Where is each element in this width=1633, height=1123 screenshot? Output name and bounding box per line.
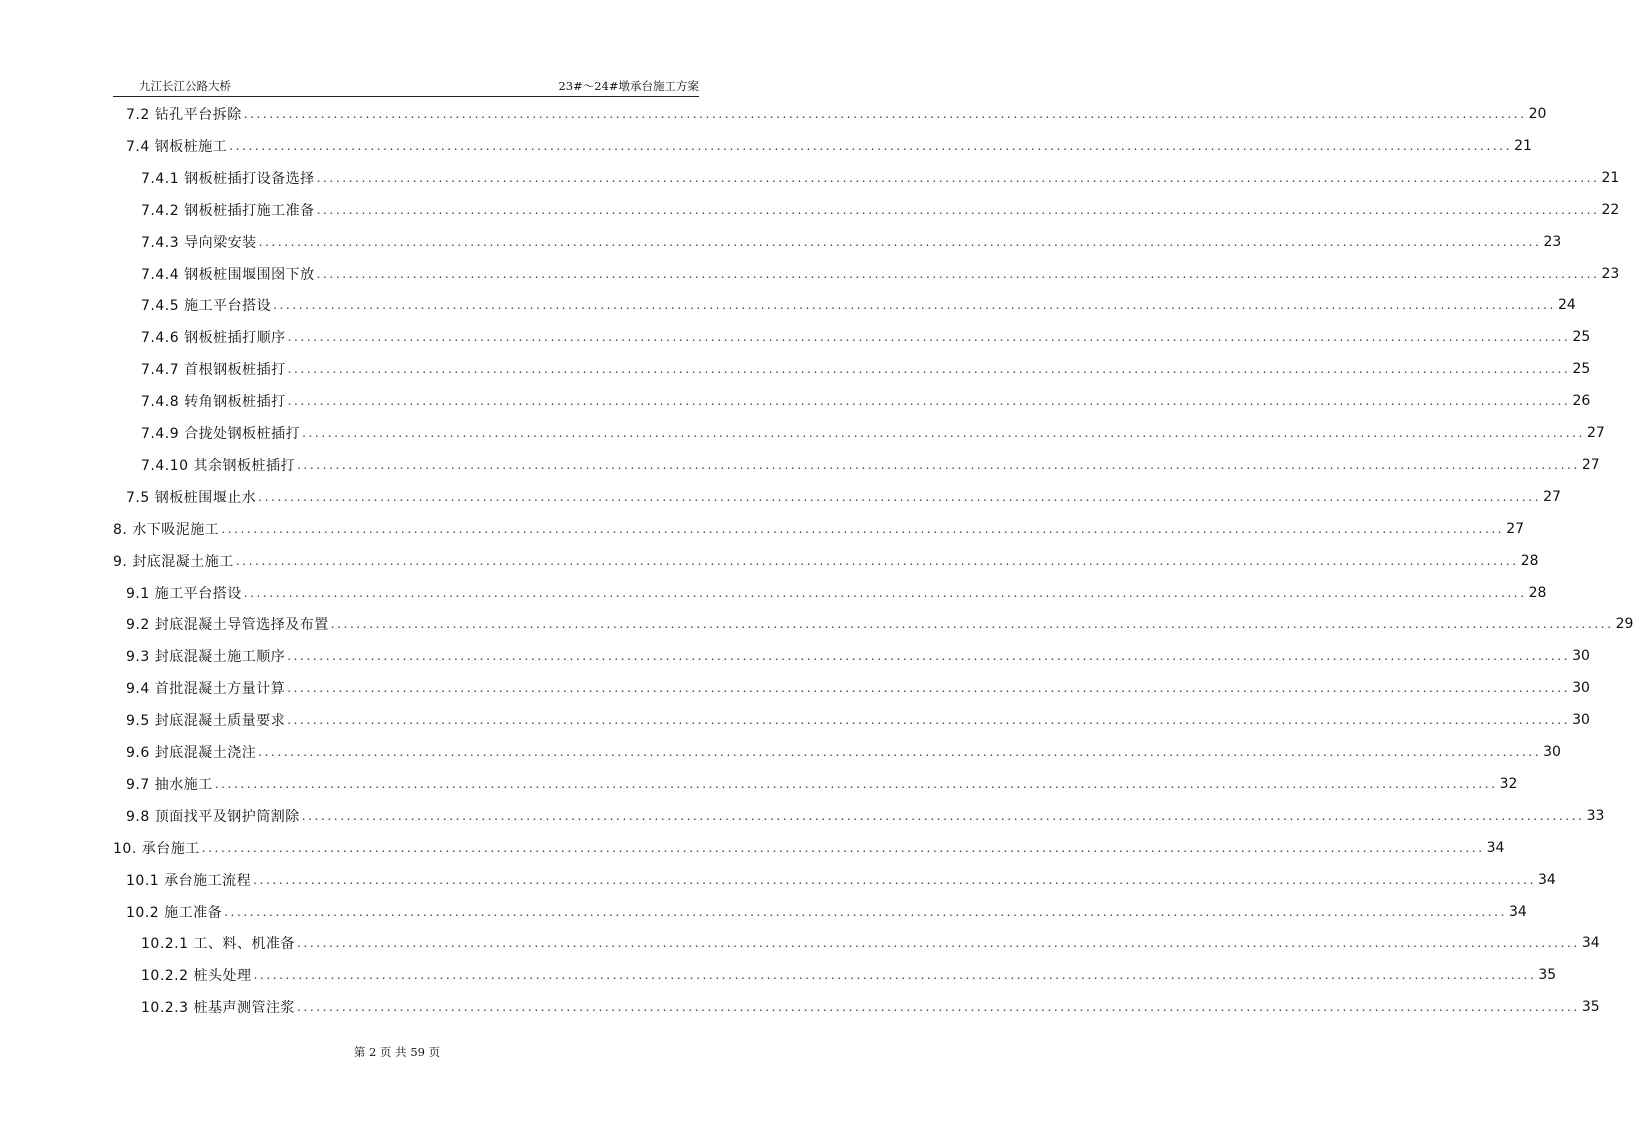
- toc-dot-leader: ........................................................................................................................................................................................................: [243, 107, 1527, 121]
- toc-entry[interactable]: [113, 514, 1525, 544]
- toc-dot-leader: ........................................................................................................................................................................................................: [287, 713, 1571, 728]
- toc-entry-text: 水下吸泥施工: [132, 521, 220, 538]
- toc-entry-number: 9.6: [126, 745, 150, 761]
- toc-entry-text: 封底混凝土施工顺序: [154, 649, 286, 666]
- toc-dot-leader: ........................................................................................................................................................................................................: [330, 617, 1614, 632]
- header-project-name: 九江长江公路大桥: [139, 79, 231, 93]
- toc-entry[interactable]: [141, 163, 1620, 193]
- toc-dot-leader: ........................................................................................................................................................................................................: [316, 170, 1600, 185]
- toc-entry[interactable]: [141, 960, 1557, 990]
- toc-entry-text: 施工平台搭设: [184, 298, 272, 315]
- toc-entry[interactable]: [113, 546, 1539, 576]
- toc-entry-number: 10.2: [126, 904, 160, 921]
- toc-entry[interactable]: [113, 833, 1505, 863]
- toc-entry[interactable]: [126, 578, 1547, 608]
- toc-entry-text: 顶面找平及钢护筒割除: [154, 808, 300, 825]
- toc-entry-title: [126, 646, 287, 666]
- toc-dot-leader: ........................................................................................................................................................................................................: [273, 298, 1556, 313]
- toc-entry-title: [141, 391, 288, 411]
- toc-entry-number: 10.1: [126, 872, 160, 889]
- toc-dot-leader: ........................................................................................................................................................................................................: [258, 745, 1542, 759]
- toc-dot-leader: ........................................................................................................................................................................................................: [235, 553, 1519, 568]
- toc-entry-number: 10.: [113, 840, 137, 857]
- toc-entry[interactable]: [126, 897, 1527, 927]
- toc-entry[interactable]: [141, 386, 1591, 416]
- toc-entry-title: [141, 327, 288, 347]
- toc-entry-number: 7.4.4: [141, 266, 180, 283]
- toc-entry-number: 7.4.1: [141, 170, 180, 187]
- toc-dot-leader: ........................................................................................................................................................................................................: [302, 426, 1585, 440]
- toc-entry-page-number: 28: [1520, 552, 1539, 569]
- toc-entry[interactable]: [141, 322, 1591, 352]
- toc-entry-number: 9.7: [126, 776, 150, 793]
- toc-entry-text: 钢板桩围堰止水: [154, 489, 257, 506]
- toc-entry-title: [141, 200, 317, 220]
- toc-entry-page-number: 30: [1572, 712, 1590, 729]
- toc-entry-text: 钢板桩插打顺序: [184, 330, 286, 347]
- toc-entry-page-number: 26: [1572, 393, 1591, 410]
- toc-entry-number: 7.4.3: [141, 234, 180, 251]
- toc-dot-leader: ........................................................................................................................................................................................................: [201, 840, 1485, 855]
- toc-entry[interactable]: [126, 131, 1532, 161]
- toc-entry-number: 9.4: [126, 681, 150, 698]
- toc-entry-page-number: 34: [1509, 903, 1527, 920]
- toc-dot-leader: ........................................................................................................................................................................................................: [287, 394, 1571, 409]
- toc-entry-text: 封底混凝土浇注: [154, 745, 257, 761]
- toc-entry-number: 9.3: [126, 649, 150, 666]
- toc-entry-text: 首根钢板桩插打: [184, 362, 286, 379]
- toc-entry-page-number: 25: [1572, 329, 1591, 346]
- toc-entry-text: 抽水施工: [154, 776, 213, 793]
- toc-entry-page-number: 33: [1586, 807, 1605, 824]
- toc-dot-leader: ........................................................................................................................................................................................................: [296, 1000, 1580, 1015]
- toc-entry-number: 7.4: [126, 138, 150, 155]
- toc-dot-leader: ........................................................................................................................................................................................................: [296, 457, 1580, 472]
- toc-entry[interactable]: [126, 705, 1590, 735]
- toc-dot-leader: ........................................................................................................................................................................................................: [243, 585, 1527, 600]
- toc-entry-page-number: 34: [1581, 935, 1600, 952]
- toc-entry-text: 钢板桩插打设备选择: [184, 170, 315, 187]
- toc-entry[interactable]: [126, 801, 1605, 831]
- toc-entry[interactable]: [126, 482, 1561, 512]
- toc-entry-title: [126, 774, 215, 794]
- toc-entry-number: 8.: [113, 521, 128, 538]
- toc-entry-text: 合拢处钢板桩插打: [184, 426, 301, 442]
- toc-entry-page-number: 27: [1543, 488, 1561, 505]
- toc-entry[interactable]: [141, 928, 1600, 958]
- toc-entry-text: 封底混凝土导管选择及布置: [154, 617, 329, 634]
- toc-entry-page-number: 30: [1572, 680, 1590, 697]
- toc-entry-page-number: 35: [1581, 999, 1600, 1016]
- toc-dot-leader: ........................................................................................................................................................................................................: [224, 904, 1508, 919]
- toc-entry-text: 转角钢板桩插打: [184, 394, 286, 411]
- toc-entry-page-number: 21: [1601, 169, 1620, 186]
- toc-dot-leader: ........................................................................................................................................................................................................: [221, 521, 1505, 536]
- toc-dot-leader: ........................................................................................................................................................................................................: [229, 138, 1513, 153]
- toc-entry-page-number: 24: [1557, 297, 1576, 314]
- toc-entry-number: 9.5: [126, 713, 150, 730]
- toc-entry-page-number: 30: [1572, 648, 1590, 665]
- toc-entry[interactable]: [141, 227, 1562, 257]
- toc-entry-number: 9.1: [126, 585, 150, 602]
- toc-entry-title: [141, 423, 302, 443]
- toc-entry-number: 7.4.6: [141, 330, 180, 347]
- toc-entry-number: 7.4.8: [141, 394, 180, 411]
- toc-dot-leader: ........................................................................................................................................................................................................: [253, 968, 1537, 983]
- toc-entry-title: [126, 136, 229, 156]
- toc-entry[interactable]: [126, 99, 1547, 129]
- toc-entry-text: 钻孔平台拆除: [154, 107, 242, 123]
- toc-entry-page-number: 23: [1543, 233, 1562, 250]
- toc-dot-leader: ........................................................................................................................................................................................................: [258, 489, 1542, 504]
- page-footer: 第 2 页 共 59 页: [353, 1045, 441, 1059]
- toc-entry-text: 桩头处理: [193, 968, 252, 985]
- header-document-title: 23#～24#墩承台施工方案: [558, 79, 699, 93]
- toc-dot-leader: ........................................................................................................................................................................................................: [316, 202, 1600, 217]
- toc-entry-text: 封底混凝土施工: [132, 553, 234, 570]
- page-header: [113, 74, 699, 97]
- toc-entry-text: 承台施工流程: [164, 872, 252, 889]
- toc-dot-leader: ........................................................................................................................................................................................................: [316, 266, 1600, 281]
- toc-entry-page-number: 27: [1586, 425, 1605, 441]
- toc-dot-leader: ........................................................................................................................................................................................................: [287, 362, 1571, 377]
- toc-entry-page-number: 28: [1528, 584, 1547, 601]
- toc-entry-title: [141, 295, 273, 315]
- toc-entry-title: [141, 232, 259, 252]
- toc-entry-title: [126, 902, 224, 922]
- toc-entry-title: [113, 838, 202, 858]
- toc-dot-leader: ........................................................................................................................................................................................................: [287, 649, 1571, 664]
- toc-entry-page-number: 25: [1572, 361, 1591, 378]
- toc-entry-title: [126, 870, 253, 890]
- toc-entry-title: [141, 455, 297, 475]
- toc-entry-number: 7.4.2: [141, 202, 180, 219]
- toc-entry-number: 7.2: [126, 107, 150, 123]
- toc-entry-number: 10.2.3: [141, 1000, 189, 1017]
- toc-entry-title: [141, 997, 297, 1017]
- toc-entry[interactable]: [141, 354, 1591, 384]
- toc-entry[interactable]: [141, 450, 1600, 480]
- toc-entry[interactable]: [141, 195, 1620, 225]
- toc-entry[interactable]: [126, 641, 1590, 671]
- toc-entry-text: 导向梁安装: [184, 234, 257, 251]
- toc-entry[interactable]: [141, 259, 1620, 289]
- toc-entry[interactable]: [126, 609, 1633, 639]
- toc-entry-title: [141, 965, 253, 985]
- toc-entry-number: 7.4.10: [141, 457, 189, 474]
- toc-entry-number: 7.4.7: [141, 362, 180, 379]
- toc-entry-page-number: 34: [1486, 839, 1505, 856]
- toc-dot-leader: ........................................................................................................................................................................................................: [287, 330, 1571, 345]
- toc-entry-page-number: 23: [1601, 265, 1620, 282]
- toc-entry-number: 7.4.9: [141, 426, 180, 442]
- toc-entry[interactable]: [126, 737, 1561, 767]
- toc-entry-title: [141, 359, 288, 379]
- toc-entry-number: 9.2: [126, 617, 150, 634]
- toc-entry-number: 9.8: [126, 808, 150, 825]
- toc-entry-number: 7.4.5: [141, 298, 180, 315]
- toc-entry-text: 施工准备: [164, 904, 223, 921]
- toc-entry-page-number: 27: [1506, 520, 1525, 537]
- toc-entry-text: 钢板桩插打施工准备: [184, 202, 315, 219]
- toc-entry-number: 9.: [113, 553, 128, 570]
- toc-entry-text: 首批混凝土方量计算: [154, 681, 286, 698]
- toc-entry-title: [126, 806, 302, 826]
- toc-entry-title: [126, 678, 287, 698]
- toc-entry-title: [126, 742, 258, 762]
- toc-entry[interactable]: [141, 992, 1600, 1022]
- toc-entry-page-number: 29: [1615, 616, 1633, 633]
- toc-dot-leader: ........................................................................................................................................................................................................: [253, 872, 1537, 887]
- toc-entry-text: 钢板桩围堰围囹下放: [184, 266, 315, 283]
- toc-entry-title: [113, 519, 221, 539]
- toc-entry-title: [113, 551, 236, 571]
- toc-entry[interactable]: [126, 865, 1556, 895]
- toc-entry-text: 封底混凝土质量要求: [154, 713, 286, 730]
- toc-entry-title: [126, 487, 258, 507]
- toc-entry-title: [126, 104, 244, 124]
- toc-entry-number: 10.2.2: [141, 968, 189, 985]
- toc-entry-text: 钢板桩施工: [154, 138, 228, 155]
- toc-entry-page-number: 30: [1543, 744, 1561, 760]
- toc-entry[interactable]: [141, 290, 1576, 320]
- toc-dot-leader: ........................................................................................................................................................................................................: [214, 776, 1498, 791]
- toc-entry-title: [141, 264, 317, 284]
- toc-entry-title: [141, 933, 297, 953]
- toc-entry-text: 施工平台搭设: [154, 585, 242, 602]
- toc-entry[interactable]: [126, 673, 1590, 703]
- toc-entry-title: [141, 168, 317, 188]
- toc-entry-page-number: 27: [1581, 456, 1600, 473]
- toc-entry-page-number: 34: [1538, 871, 1556, 888]
- toc-entry-title: [126, 583, 244, 603]
- toc-entry-number: 10.2.1: [141, 936, 189, 953]
- toc-dot-leader: ........................................................................................................................................................................................................: [287, 681, 1571, 696]
- toc-entry-page-number: 22: [1601, 201, 1620, 218]
- toc-entry-text: 桩基声测管注浆: [193, 1000, 295, 1017]
- toc-entry-text: 承台施工: [141, 840, 200, 857]
- toc-entry[interactable]: [126, 769, 1518, 799]
- toc-dot-leader: ........................................................................................................................................................................................................: [301, 808, 1585, 823]
- toc-entry[interactable]: [141, 418, 1605, 448]
- toc-entry-title: [126, 710, 287, 730]
- toc-entry-number: 7.5: [126, 489, 150, 506]
- toc-entry-text: 其余钢板桩插打: [193, 457, 295, 474]
- toc-dot-leader: ........................................................................................................................................................................................................: [258, 234, 1542, 249]
- toc-entry-page-number: 35: [1538, 967, 1557, 984]
- toc-entry-page-number: 32: [1499, 775, 1518, 792]
- toc-entry-text: 工、料、机准备: [193, 936, 295, 953]
- toc-entry-title: [126, 614, 331, 634]
- toc-entry-page-number: 20: [1528, 106, 1547, 122]
- toc-entry-page-number: 21: [1514, 137, 1532, 154]
- toc-dot-leader: ........................................................................................................................................................................................................: [296, 936, 1580, 951]
